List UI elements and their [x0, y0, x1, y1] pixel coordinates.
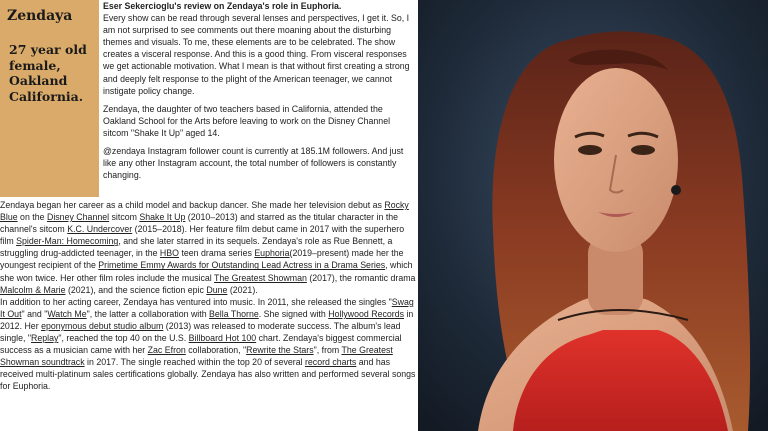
link-shake-it-up[interactable]: Shake It Up	[139, 212, 186, 223]
text: ", from	[313, 345, 342, 356]
text: " and "	[21, 308, 48, 319]
link-watch-me[interactable]: Watch Me	[47, 308, 87, 319]
text: collaboration, "	[185, 345, 247, 356]
link-disney-channel[interactable]: Disney Channel	[46, 212, 110, 223]
career-paragraph-acting	[0, 199, 417, 296]
text: (2015–2018). Her feature film debut came in 2017 with the superhero film	[0, 224, 405, 247]
link-swag-it-out[interactable]: Swag It Out	[0, 296, 414, 319]
link-bella-thorne[interactable]: Bella Thorne	[209, 308, 259, 319]
link-kc-undercover[interactable]: K.C. Undercover	[67, 224, 133, 235]
review-title: Eser Sekercioglu's review on Zendaya's role in Euphoria.	[103, 1, 342, 11]
bio-short: Zendaya, the daughter of two teachers based in California, attended the Oakland School for the Arts before leaving to work on the Disney Channel sitcom "Shake It Up" aged 14.	[103, 103, 391, 138]
text: teen drama series	[179, 248, 255, 259]
link-hollywood-records[interactable]: Hollywood Records	[328, 308, 405, 319]
instagram-info: @zendaya Instagram follower count is currently at 185.1M followers. And just like any other Instagram account, the total number of followers is constantly changing.	[103, 146, 404, 181]
text: (2017), the romantic drama	[306, 272, 416, 283]
text: and has received multi-platinum sales certifications globally. Zendaya has also written and performed several songs for Euphoria.	[0, 357, 416, 392]
profile-description: 27 year old female, Oakland California.	[9, 42, 87, 104]
text: chart. Zendaya's biggest commercial success as a musician came with her	[0, 333, 402, 356]
review-column	[103, 0, 415, 187]
link-rocky-blue[interactable]: Rocky Blue	[0, 200, 409, 223]
text: In addition to her acting career, Zendaya has ventured into music. In 2011, she released the singles "	[0, 296, 392, 307]
link-hbo[interactable]: HBO	[159, 248, 179, 259]
text: (2019–present) made her the youngest recipient of the	[0, 248, 404, 271]
text: (2013) was released to moderate success. The album's lead single, "	[0, 320, 401, 344]
link-replay[interactable]: Replay	[31, 333, 59, 344]
text: on the	[17, 212, 47, 223]
text: (2021).	[227, 284, 258, 295]
text: (2010–2013) and starred as the titular character in the channel's sitcom	[0, 212, 399, 235]
text: ", the latter a collaboration with	[86, 308, 210, 319]
link-zac-efron[interactable]: Zac Efron	[147, 345, 186, 356]
text: , which she won twice. Her other film roles include the musical	[0, 260, 413, 283]
career-section	[0, 199, 417, 393]
link-primetime-emmy[interactable]: Primetime Emmy Awards for Outstanding Lead Actress in a Drama Series	[98, 260, 386, 271]
text: (2021), and the science fiction epic	[65, 284, 207, 295]
text: Zendaya began her career as a child model and backup dancer. She made her television debut as	[0, 200, 385, 210]
text: in 2017. The single reached within the top 20 of several	[84, 357, 305, 368]
link-malcolm-marie[interactable]: Malcolm & Marie	[0, 284, 66, 295]
link-greatest-showman-soundtrack[interactable]: The Greatest Showman soundtrack	[0, 345, 393, 368]
text: in 2012. Her	[0, 308, 414, 331]
link-euphoria[interactable]: Euphoria	[254, 248, 290, 259]
career-paragraph-music	[0, 296, 417, 393]
link-record-charts[interactable]: record charts	[304, 357, 357, 368]
text: . She signed with	[258, 308, 329, 319]
profile-sidebar	[0, 0, 99, 197]
link-rewrite-the-stars[interactable]: Rewrite the Stars	[246, 345, 314, 356]
text: ", reached the top 40 on the U.S.	[58, 333, 189, 344]
portrait-photo	[418, 0, 768, 431]
link-dune[interactable]: Dune	[206, 284, 228, 295]
profile-name: Zendaya	[7, 8, 73, 24]
review-body: Every show can be read through several lenses and perspectives, I get it. So, I am not surprised to see comments out there moaning about the disturbing themes and visuals. To me, these elements are to be celebrated. The show creates a visceral response. And this is a good thing. From visceral responses we get actionable motivation. What I mean is that without first creating a strong and deeply felt response to the plight of the American teenager, we cannot instigate policy change.	[103, 13, 410, 96]
link-greatest-showman[interactable]: The Greatest Showman	[214, 272, 307, 283]
link-spider-man-homecoming[interactable]: Spider-Man: Homecoming	[16, 236, 119, 247]
link-debut-album[interactable]: eponymous debut studio album	[41, 320, 164, 331]
text: , and she later starred in its sequels. Zendaya's role as Rue Bennett, a struggling drug-addicted teenager, in the	[0, 236, 393, 259]
text: sitcom	[109, 212, 140, 223]
portrait-illustration	[418, 0, 768, 431]
link-billboard-hot-100[interactable]: Billboard Hot 100	[188, 333, 257, 344]
